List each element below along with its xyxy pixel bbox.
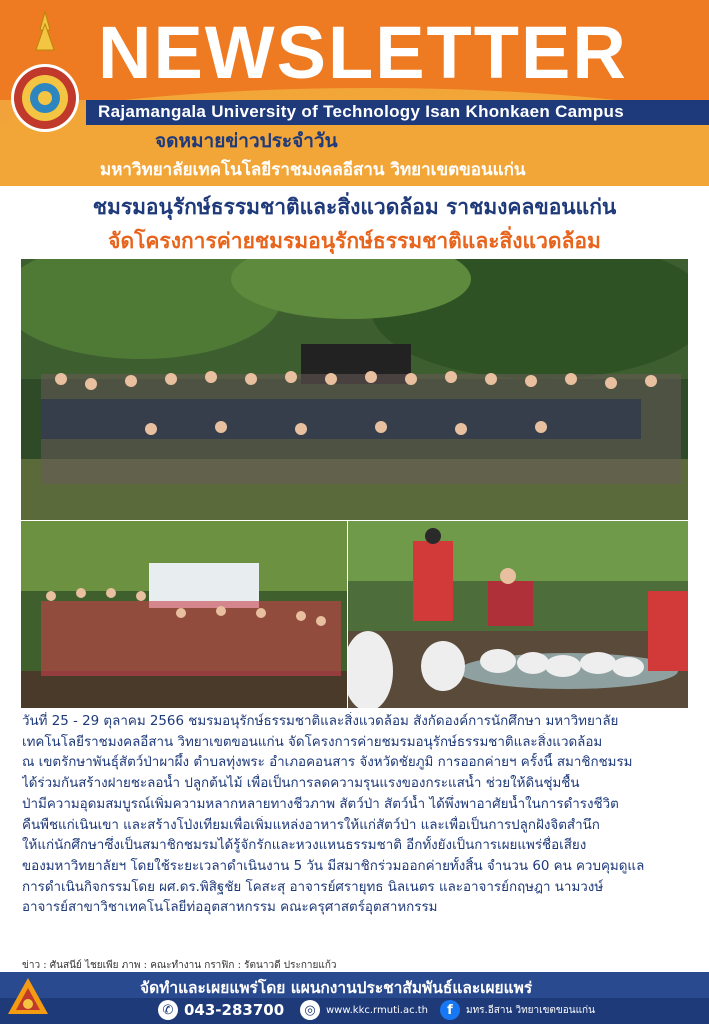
headline-club: ชมรมอนุรักษ์ธรรมชาติและสิ่งแวดล้อม ราชมงคลขอนแก่น xyxy=(92,195,617,219)
university-name-thai: มหาวิทยาลัยเทคโนโลยีราชมงคลอีสาน วิทยาเขตขอนแก่น xyxy=(100,160,526,180)
university-seal-logo xyxy=(8,10,82,138)
facebook-icon: f xyxy=(440,1000,460,1020)
produced-by-label: จัดทำและเผยแพร่โดย แผนกงานประชาสัมพันธ์และเผยแพร่ xyxy=(140,979,533,997)
group-photo-main xyxy=(21,259,688,520)
facebook-page: มทร.อีสาน วิทยาเขตขอนแก่น xyxy=(466,1004,595,1016)
group-photo-banner xyxy=(21,521,347,708)
newsletter-title: NEWSLETTER xyxy=(98,11,628,94)
globe-icon: ◎ xyxy=(300,1000,320,1020)
article-line: การดำเนินกิจกรรมโดย ผศ.ดร.พิสิฐชัย โคสะสุ อาจารย์ศรายุทธ นิลเนตร และอาจารย์กฤษฎา นามวงษ์ xyxy=(22,879,604,895)
campus-name-bar xyxy=(86,100,709,125)
credits-line: ข่าว : ศันสนีย์ ไชยเพีย ภาพ : คณะทำงาน กราฟิก : รัตนาวดี ประกายแก้ว xyxy=(22,960,337,971)
phone-icon: ✆ xyxy=(158,1000,178,1020)
article-line: เทคโนโลยีราชมงคลอีสาน วิทยาเขตขอนแก่น จัดโครงการค่ายชมรมอนุรักษ์ธรรมชาติและสิ่งแวดล้อม xyxy=(22,734,603,750)
article-line: วันที่ 25 - 29 ตุลาคม 2566 ชมรมอนุรักษ์ธรรมชาติและสิ่งแวดล้อม สังกัดองค์การนักศึกษา มหาวิทยาลัย xyxy=(22,714,619,729)
website-url: www.kkc.rmuti.ac.th xyxy=(326,1004,429,1016)
article-line: อาจารย์สาขาวิชาเทคโนโลยีท่ออุตสาหกรรม คณะครุศาสตร์อุตสาหกรรม xyxy=(22,900,438,916)
daily-newsletter-label: จดหมายข่าวประจำวัน xyxy=(155,130,338,152)
article-line: ให้แก่นักศึกษาซึ่งเป็นสมาชิกชมรมได้รู้จักรักและหวงแหนธรรมชาติ อีกทั้งยังเป็นการเผยแพร่ชื่อเสียง xyxy=(22,838,587,854)
contact-facebook[interactable] xyxy=(440,999,595,1021)
contact-phone[interactable] xyxy=(158,999,284,1021)
article-line: ของมหาวิทยาลัยฯ โดยใช้ระยะเวลาดำเนินงาน 5 วัน มีสมาชิกร่วมออกค่ายทั้งสิ้น จำนวน 60 คน ควบคุมดูแล xyxy=(22,858,645,874)
weir-building-photo xyxy=(348,521,688,708)
article-line: ได้ร่วมกันสร้างฝายชะลอน้ำ ปลูกต้นไม้ เพื่อเป็นการลดความรุนแรงของกระแสน้ำ ช่วยให้ดินชุ่มชื้น xyxy=(22,776,580,792)
article-line: ป่ามีความอุดมสมบูรณ์เพิ่มความหลากหลายทางชีวภาพ สัตว์ป่า สัตว์น้ำ ได้พึ่งพาอาศัยน้ำในการดำรงชีวิต xyxy=(22,796,619,812)
phone-number: 043-283700 xyxy=(184,1001,285,1019)
footer-logo-icon xyxy=(4,974,52,1022)
article-line: ณ เขตรักษาพันธุ์สัตว์ป่าผาผึ้ง ตำบลทุ่งพระ อำเภอคอนสาร จังหวัดชัยภูมิ การออกค่ายฯ ครั้งนี้ สมาชิกชมรม xyxy=(22,755,633,771)
article-line: คืนพืชแก่เนินเขา และสร้างโป่งเทียมเพื่อเพิ่มแหล่งอาหารให้แก่สัตว์ป่า และเพื่อเป็นการปลูกฝังจิตสำนึก xyxy=(22,817,600,833)
article-body xyxy=(22,712,690,919)
headline-project: จัดโครงการค่ายชมรมอนุรักษ์ธรรมชาติและสิ่งแวดล้อม xyxy=(108,229,601,253)
campus-name: Rajamangala University of Technology Isan Khonkaen Campus xyxy=(98,102,624,121)
contact-website[interactable] xyxy=(300,999,428,1021)
